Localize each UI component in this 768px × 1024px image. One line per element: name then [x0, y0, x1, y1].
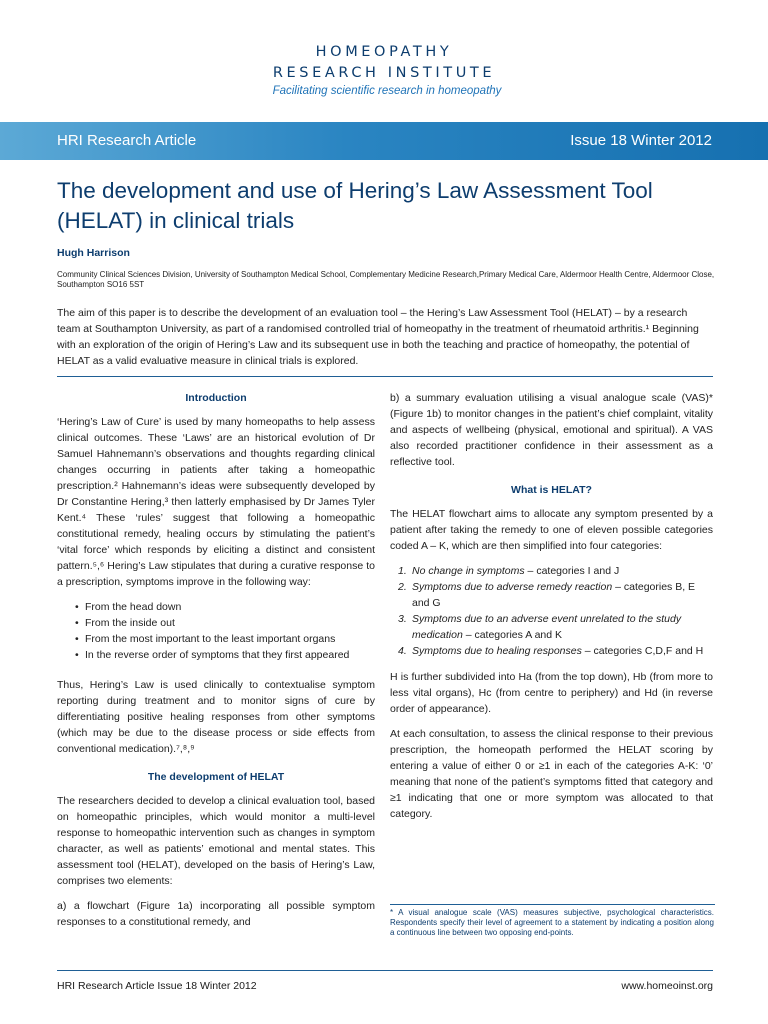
list-item: [398, 563, 713, 579]
hri-logo: [0, 44, 768, 97]
abstract: The aim of this paper is to describe the development of an evaluation tool – the Hering’s Law Assessment Tool (HELAT) – by a research team at Southampton University, as part of a randomised controlled trial of homeopathy in the treatment of rheumatoid arthritis.¹ Beginning with an exploration of the origin of Hering’s Law and its subsequent use in both the teaching and practice of homeopathy, the potential of HELAT as a valid evaluative measure in clinical trials is explored.: [57, 307, 699, 367]
category-list: [390, 563, 713, 659]
article-title: The development and use of Hering’s Law Assessment Tool (HELAT) in clinical trials: [57, 178, 653, 233]
development-paragraph-2: a) a flowchart (Figure 1a) incorporating all possible symptom responses to a constitutional remedy, and: [57, 900, 375, 928]
list-item: [398, 579, 713, 611]
list-item-italic: No change in symptoms: [412, 565, 525, 577]
hering-law-list: [57, 599, 375, 663]
left-column: [57, 390, 375, 939]
list-number: 1.: [398, 565, 407, 577]
list-number: 2.: [398, 581, 407, 593]
flowchart-paragraph: The HELAT flowchart aims to allocate any symptom presented by a patient after taking the remedy to one of eleven possible categories coded A – K, which are then simplified into four categories:: [390, 508, 713, 552]
logo-tagline: Facilitating scientific research in homeopathy: [272, 85, 502, 97]
list-item: • From the inside out: [75, 615, 375, 631]
author-name: Hugh Harrison: [57, 247, 130, 259]
list-item-text: – categories A and K: [462, 629, 563, 641]
list-item-text: – categories I and J: [524, 565, 620, 577]
subdivision-paragraph: H is further subdivided into Ha (from the top down), Hb (from more to less vital organs), Hc (from centre to periphery) and Hd (in reverse order of appearance).: [390, 671, 713, 715]
list-item-italic: Symptoms due to an adverse event unrelated to the study medication: [412, 613, 682, 641]
introduction-heading: Introduction: [185, 392, 247, 404]
banner-issue: Issue 18 Winter 2012: [570, 132, 712, 149]
list-item: • In the reverse order of symptoms that they first appeared: [75, 647, 375, 663]
list-item-text: – categories C,D,F and H: [581, 645, 704, 657]
list-item: • From the head down: [75, 599, 375, 615]
list-number: 4.: [398, 645, 407, 657]
list-item-italic: Symptoms due to healing responses: [412, 645, 582, 657]
introduction-paragraph-2: Thus, Hering’s Law is used clinically to contextualise symptom reporting during treatment and to monitor signs of cure by differentiating positive healing responses from other symptoms (which may be due to the disease process or side effects from conventional medication).⁷,⁸,⁹: [57, 679, 375, 755]
list-item: [398, 643, 713, 659]
development-heading: The development of HELAT: [147, 771, 285, 783]
vas-footnote: * A visual analogue scale (VAS) measures subjective, psychological characteristics. Respondents specify their level of agreement to a statement by indicating a position along a continuous line between two opposing end-points.: [390, 908, 714, 937]
vas-paragraph: b) a summary evaluation utilising a visual analogue scale (VAS)* (Figure 1b) to monitor changes in the patient’s chief complaint, vitality and aspects of wellbeing (physical, emotional and spiritual). A VAS also recorded practitioner confidence in their assessment as a reflective tool.: [390, 392, 713, 468]
what-is-helat-heading: What is HELAT?: [511, 484, 592, 496]
introduction-paragraph-1: ‘Hering’s Law of Cure’ is used by many homeopaths to help assess clinical outcomes. These ‘Laws’ are an historical evolution of Dr Samuel Hahnemann’s observations and thoughts regarding clinical changes occurring in patients after taking a homeopathic prescription.² Hahnemann’s ideas were subsequently developed by Dr Constantine Hering,³ then latterly emphasised by Dr James Tyler Kent.⁴ These ‘rules’ suggest that following a homeopathic constitutional remedy, healing occurs by stimulating the patient’s ‘vital force’ which responds by eliciting a distinct and consistent pattern.⁵,⁶ Hering’s Law stipulates that during a curative response to a prescription, symptoms improve in the following way:: [57, 416, 375, 588]
scoring-paragraph: At each consultation, to assess the clinical response to their previous prescription, the homeopath performed the HELAT scoring by entering a value of either 0 or ≥1 in each of the categories A-K: ‘0’ meaning that none of the patient’s symptoms fitted that category and ≥1 indicating that one or more symptom was allocated to that category.: [390, 728, 713, 820]
list-number: 3.: [398, 613, 407, 625]
development-paragraph-1: The researchers decided to develop a clinical evaluation tool, based on homeopathic principles, which would monitor a multi-level response to homeopathic intervention such as changes in symptom character, as well as patients’ emotional and mental states. This assessment tool (HELAT), developed on the basis of Hering’s Law, comprises two elements:: [57, 795, 375, 887]
logo-line-2: RESEARCH INSTITUTE: [272, 65, 496, 81]
footer-website-link[interactable]: www.homeoinst.org: [621, 980, 713, 992]
author-affiliation: Community Clinical Sciences Division, University of Southampton Medical School, Complementary Medicine Research,Primary Medical Care, Aldermoor Health Centre, Aldermoor Close, Southampton SO16 5ST: [57, 270, 715, 289]
list-item-italic: Symptoms due to adverse remedy reaction: [412, 581, 613, 593]
list-item-text: – categories B, E and G: [412, 581, 696, 609]
footnote-divider: [390, 904, 715, 905]
logo-line-1: HOMEOPATHY: [315, 44, 453, 60]
right-column: [390, 390, 713, 831]
footer-divider: [57, 970, 713, 971]
banner-article-type: HRI Research Article: [57, 132, 197, 149]
footer-issue: HRI Research Article Issue 18 Winter 2012: [57, 980, 257, 992]
list-item: • From the most important to the least important organs: [75, 631, 375, 647]
abstract-divider: [57, 376, 713, 377]
list-item: [398, 611, 713, 643]
article-banner: [0, 122, 768, 160]
